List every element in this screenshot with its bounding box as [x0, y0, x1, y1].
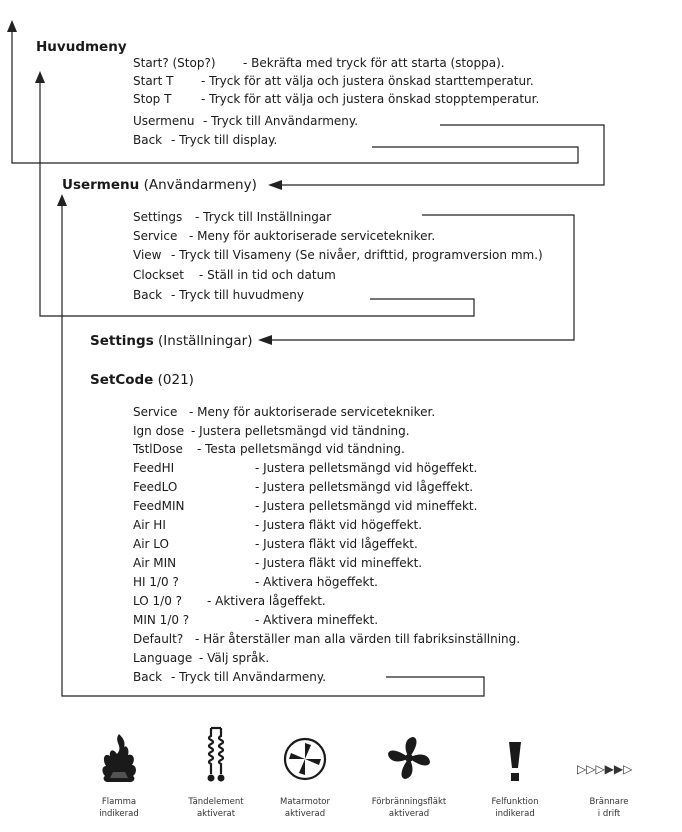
main-menu-item: Start? (Stop?) - Bekräfta med tryck för att starta (stoppa).: [133, 56, 505, 70]
setcode-item: Air MIN - Justera fläkt vid mineffekt.: [133, 556, 423, 570]
setcode-item: Service - Meny för auktoriserade servicetekniker.: [133, 405, 436, 419]
arrowhead-up-huvudmeny: [35, 71, 45, 83]
legend-caption-flame: Flamma indikerad: [99, 797, 139, 819]
arrowhead-left-usermenu: [268, 180, 282, 190]
legend-caption-feed-motor: Matarmotor aktiverad: [280, 797, 330, 819]
setcode-item: TstlDose - Testa pelletsmängd vid tändning.: [133, 442, 405, 456]
user-menu-item: Service - Meny för auktoriserade servicetekniker.: [133, 229, 436, 243]
user-menu-item: Clockset - Ställ in tid och datum: [133, 268, 336, 282]
setcode-item: Air LO - Justera fläkt vid lågeffekt.: [133, 537, 418, 551]
user-menu-title: Usermenu (Användarmeny): [62, 177, 257, 193]
legend-caption-heating-element: Tändelement aktiverat: [188, 797, 244, 819]
main-menu-item: Usermenu - Tryck till Användarmeny.: [133, 114, 359, 128]
arrowhead-left-settings: [258, 335, 272, 345]
setcode-item: Ign dose - Justera pelletsmängd vid tändning.: [133, 424, 410, 438]
main-menu-item: Back - Tryck till display.: [133, 133, 278, 147]
setcode-item: LO 1/0 ? - Aktivera lågeffekt.: [133, 594, 326, 608]
setcode-item: Back - Tryck till Användarmeny.: [133, 670, 327, 684]
legend-caption-burner-running: Brännare i drift: [589, 797, 629, 819]
setcode-item: FeedLO - Justera pelletsmängd vid lågeffekt.: [133, 480, 474, 494]
settings-title: Settings (Inställningar): [90, 333, 253, 349]
user-menu-item: Settings - Tryck till Inställningar: [133, 210, 332, 224]
arrowhead-up-usermenu: [57, 194, 67, 206]
connector-main-usermenu: [272, 125, 604, 185]
heating-element-icon: [203, 726, 229, 784]
setcode-item: HI 1/0 ? - Aktivera högeffekt.: [133, 575, 378, 589]
setcode-item: Default? - Här återställer man alla värden till fabriksinställning.: [133, 632, 521, 646]
setcode-item: FeedMIN - Justera pelletsmängd vid mineffekt.: [133, 499, 478, 513]
setcode-item: Language - Välj språk.: [133, 651, 270, 665]
warning-icon: [505, 740, 525, 784]
main-menu-item: Start T - Tryck för att välja och justera önskad starttemperatur.: [133, 74, 534, 88]
setcode-item: MIN 1/0 ? - Aktivera mineffekt.: [133, 613, 379, 627]
user-menu-item: Back - Tryck till huvudmeny: [133, 288, 304, 302]
legend-caption-fan: Förbränningsfläkt aktiverad: [371, 797, 447, 819]
main-menu-item: Stop T - Tryck för att välja och justera önskad stopptemperatur.: [133, 92, 540, 106]
setcode-item: FeedHI - Justera pelletsmängd vid högeffekt.: [133, 461, 478, 475]
burner-running-icon: ▷▷▷▶▶▷: [577, 762, 633, 776]
user-menu-item: View - Tryck till Visameny (Se nivåer, drifttid, programversion mm.): [133, 248, 543, 262]
fan-icon: [385, 734, 433, 782]
setcode-item: Air HI - Justera fläkt vid högeffekt.: [133, 518, 423, 532]
main-menu-title: Huvudmeny: [36, 39, 127, 55]
legend-caption-warning: Felfunktion indikerad: [491, 797, 539, 819]
feed-motor-icon: [282, 736, 328, 782]
flame-icon: [98, 732, 140, 784]
setcode-title: SetCode (021): [90, 372, 194, 388]
arrowhead-up-display: [7, 20, 17, 32]
